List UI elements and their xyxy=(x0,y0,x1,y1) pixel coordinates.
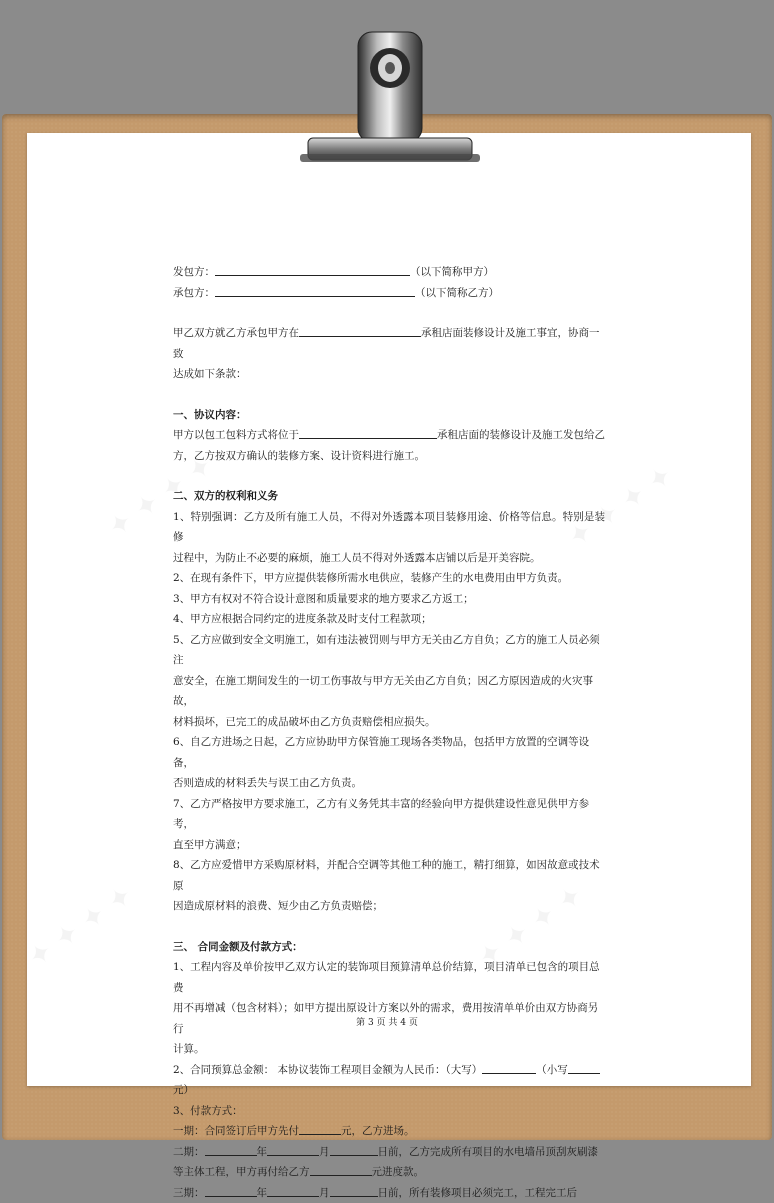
phase-2-amount-blank[interactable] xyxy=(310,1163,372,1176)
section-2-line: 材料损坏，已完工的成品破坏由乙方负责赔偿相应损失。 xyxy=(173,712,605,733)
section-3-line: 计算。 xyxy=(173,1039,605,1060)
budget-line: 2、合同预算总金额： 本协议装饰工程项目金额为人民币：（大写） （小写元） xyxy=(173,1060,605,1101)
section-1-line-2: 方，乙方按双方确认的装修方案、设计资料进行施工。 xyxy=(173,446,605,467)
section-2-line: 因造成原材料的浪费、短少由乙方负责赔偿； xyxy=(173,896,605,917)
section-3-line: 1、工程内容及单价按甲乙双方认定的装饰项目预算清单总价结算，项目清单已包含的项目总费 xyxy=(173,957,605,998)
intro-location-blank[interactable] xyxy=(299,324,421,337)
phase-3-month-blank[interactable] xyxy=(267,1184,319,1197)
party-b-line: 承包方： （以下简称乙方） xyxy=(173,283,605,304)
party-a-blank[interactable] xyxy=(215,263,410,276)
section-1-line: 甲方以包工包料方式将位于 承租店面的装修设计及施工发包给乙 xyxy=(173,425,605,446)
section-2-line: 意安全，在施工期间发生的一切工伤事故与甲方无关由乙方自负；因乙方原因造成的火灾事故， xyxy=(173,671,605,712)
section-2-line: 3、甲方有权对不符合设计意图和质量要求的地方要求乙方返工； xyxy=(173,589,605,610)
section-2-line: 否则造成的材料丢失与误工由乙方负责。 xyxy=(173,773,605,794)
amount-uppercase-blank[interactable] xyxy=(482,1061,536,1074)
binder-clip-icon xyxy=(300,20,480,180)
section-1-title: 一、协议内容： xyxy=(173,405,605,426)
phase-2-line: 二期： 年 月 日前，乙方完成所有项目的水电墙吊顶刮灰刷漆 xyxy=(173,1142,605,1163)
amount-lowercase-blank[interactable] xyxy=(568,1061,600,1074)
section-1-location-blank[interactable] xyxy=(299,426,437,439)
section-2-line: 7、乙方严格按甲方要求施工，乙方有义务凭其丰富的经验向甲方提供建设性意见供甲方参考， xyxy=(173,794,605,835)
phase-3-line: 三期： 年 月 日前，所有装修项目必须完工，工程完工后 xyxy=(173,1183,605,1203)
section-2-line: 4、甲方应根据合同约定的进度条款及时支付工程款项； xyxy=(173,609,605,630)
phase-1-line: 一期：合同签订后甲方先付 元，乙方进场。 xyxy=(173,1121,605,1142)
party-a-line: 发包方： （以下简称甲方） xyxy=(173,262,605,283)
phase-2-year-blank[interactable] xyxy=(205,1143,257,1156)
phase-2-line-2: 等主体工程，甲方再付给乙方 元进度款。 xyxy=(173,1162,605,1183)
phase-3-year-blank[interactable] xyxy=(205,1184,257,1197)
page-number: 第 3 页 共 4 页 xyxy=(0,1015,774,1028)
contract-body xyxy=(173,262,605,1203)
phase-2-day-blank[interactable] xyxy=(330,1143,378,1156)
section-2-line: 8、乙方应爱惜甲方采购原材料，并配合空调等其他工种的施工，精打细算，如因故意或技术原 xyxy=(173,855,605,896)
section-3-title: 三、 合同金额及付款方式： xyxy=(173,937,605,958)
section-2-line: 6、自乙方进场之日起，乙方应协助甲方保管施工现场各类物品，包括甲方放置的空调等设备， xyxy=(173,732,605,773)
section-2-line: 5、乙方应做到安全文明施工，如有违法被罚则与甲方无关由乙方自负；乙方的施工人员必须注 xyxy=(173,630,605,671)
intro-line-2: 达成如下条款： xyxy=(173,364,605,385)
phase-1-amount-blank[interactable] xyxy=(299,1122,341,1135)
phase-3-day-blank[interactable] xyxy=(330,1184,378,1197)
party-b-blank[interactable] xyxy=(215,284,415,297)
section-3-line: 用不再增减（包含材料）；如甲方提出原设计方案以外的需求，费用按清单单价由双方协商另行 xyxy=(173,998,605,1039)
payment-title: 3、付款方式： xyxy=(173,1101,605,1122)
section-2-line: 直至甲方满意； xyxy=(173,835,605,856)
phase-2-month-blank[interactable] xyxy=(267,1143,319,1156)
intro-line: 甲乙双方就乙方承包甲方在 承租店面装修设计及施工事宜，协商一致 xyxy=(173,323,605,364)
section-2-line: 过程中，为防止不必要的麻烦，施工人员不得对外透露本店铺以后是开美容院。 xyxy=(173,548,605,569)
section-2-title: 二、双方的权利和义务 xyxy=(173,486,605,507)
section-2-line: 1、特别强调：乙方及所有施工人员，不得对外透露本项目装修用途、价格等信息。特别是装修 xyxy=(173,507,605,548)
section-2-line: 2、在现有条件下，甲方应提供装修所需水电供应，装修产生的水电费用由甲方负责。 xyxy=(173,568,605,589)
